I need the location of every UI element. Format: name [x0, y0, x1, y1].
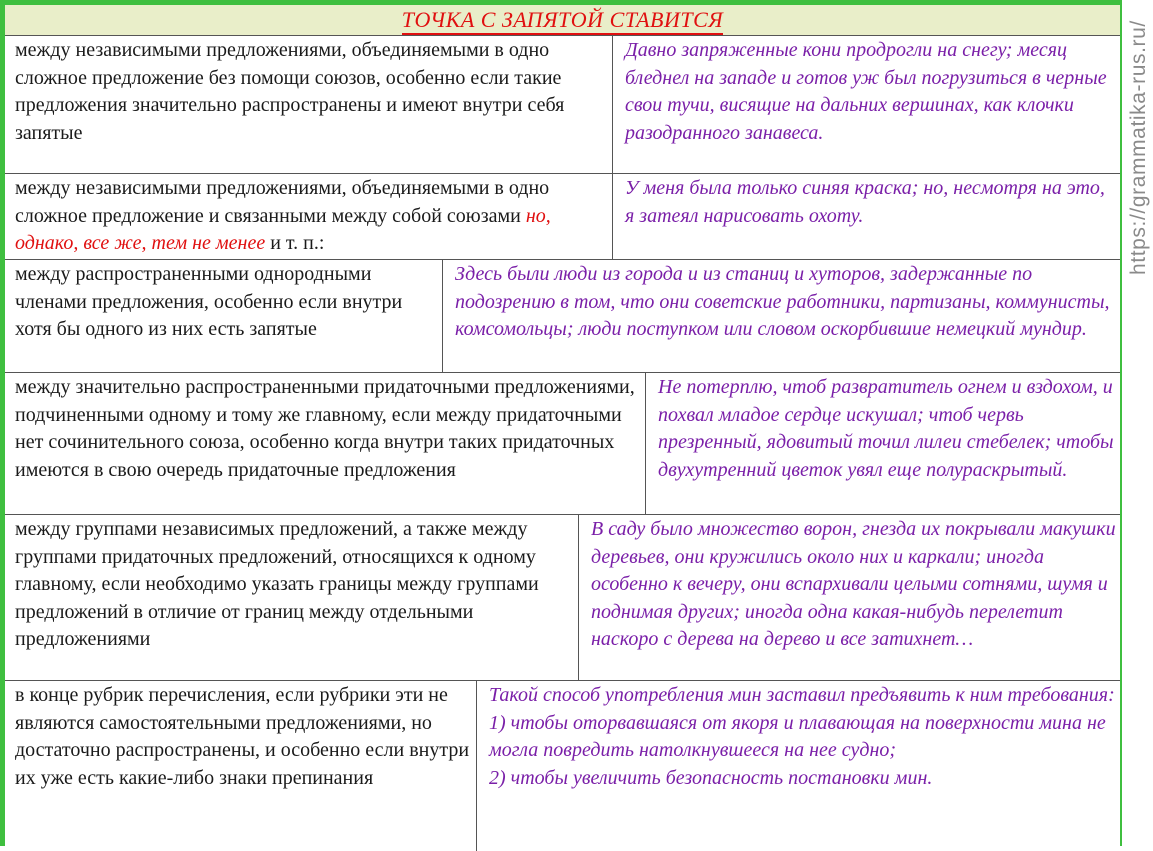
table-title: ТОЧКА С ЗАПЯТОЙ СТАВИТСЯ: [402, 7, 723, 35]
table-header: [5, 5, 1120, 36]
example-cell: Давно запряженные кони продрогли на снегу; месяц бледнел на западе и готов уж был погрузиться в черные свои тучи, висящие на дальних вершинах, как клочки разодранного занавеса.: [625, 39, 1107, 144]
conjunction-list: но, однако, все же, тем не менее: [15, 204, 551, 255]
table-row-1: [5, 36, 1120, 174]
example-cell: У меня была только синяя краска; но, несмотря на это, я затеял нарисовать охоту.: [625, 177, 1105, 227]
table-row-5: [5, 515, 1120, 681]
rule-cell: между значительно распространенными придаточными предложениями, подчиненными одному и тому же главному, если между придаточными нет сочинительного союза, особенно когда внутри таких придаточных имеются в свою очередь придаточные предложения: [5, 373, 646, 514]
watermark: [1124, 0, 1153, 300]
rule-text: между независимыми предложениями, объединяемыми в одно сложное предложение и связанными между собой союзами: [15, 177, 550, 227]
table-row-2: [5, 174, 1120, 260]
example-cell: [477, 681, 1120, 851]
table-row-4: [5, 373, 1120, 515]
table-row-3: [5, 260, 1120, 373]
rule-cell: [5, 174, 613, 259]
example-cell: Здесь были люди из города и из станиц и хуторов, задержанные по подозрению в том, что они советские работники, партизаны, коммунисты, комсомольцы; люди поступком или словом оскорбившие немецкий мундир.: [455, 263, 1110, 341]
example-line: Такой способ употребления мин заставил предъявить к ним требования:: [489, 684, 1115, 706]
rule-cell: между независимыми предложениями, объединяемыми в одно сложное предложение без помощи союзов, особенно если такие предложения значительно распространены и имеют внутри себя запятые: [5, 36, 613, 173]
example-cell: Не потерплю, чтоб развратитель огнем и вздохом, и похвал младое сердце искушал; чтоб червь презренный, ядовитый точил лилеи стебелек; чтобы двухутренний цветок увял еще полураскрытый.: [658, 376, 1114, 481]
rule-cell: между распространенными однородными членами предложения, особенно если внутри хотя бы одного из них есть запятые: [5, 260, 443, 372]
example-line: 1) чтобы оторвавшаяся от якоря и плавающая на поверхности мина не могла повредить натолкнувшееся на нее судно;: [489, 711, 1106, 762]
rule-cell: в конце рубрик перечисления, если рубрики эти не являются самостоятельными предложениями, но достаточно распространены, и особенно если внутри их уже есть какие-либо знаки препинания: [5, 681, 477, 851]
rule-cell: между группами независимых предложений, а также между группами придаточных предложений, относящихся к одному главному, если необходимо указать границы между группами предложений в отличие от границ между отдельными предложениями: [5, 515, 579, 680]
example-cell: В саду было множество ворон, гнезда их покрывали макушки деревьев, они кружились около них и каркали; иногда особенно к вечеру, они вспархивали целыми сотнями, шумя и поднимая других; иногда одна какая-нибудь перелетит наскоро с дерева на дерево и все затихнет…: [591, 518, 1116, 651]
table-row-6: [5, 681, 1120, 851]
rule-text-end: и т. п.:: [265, 232, 325, 255]
example-line: 2) чтобы увеличить безопасность постановки мин.: [489, 766, 933, 789]
watermark-url: https://grammatika-rus.ru/: [1127, 20, 1150, 275]
